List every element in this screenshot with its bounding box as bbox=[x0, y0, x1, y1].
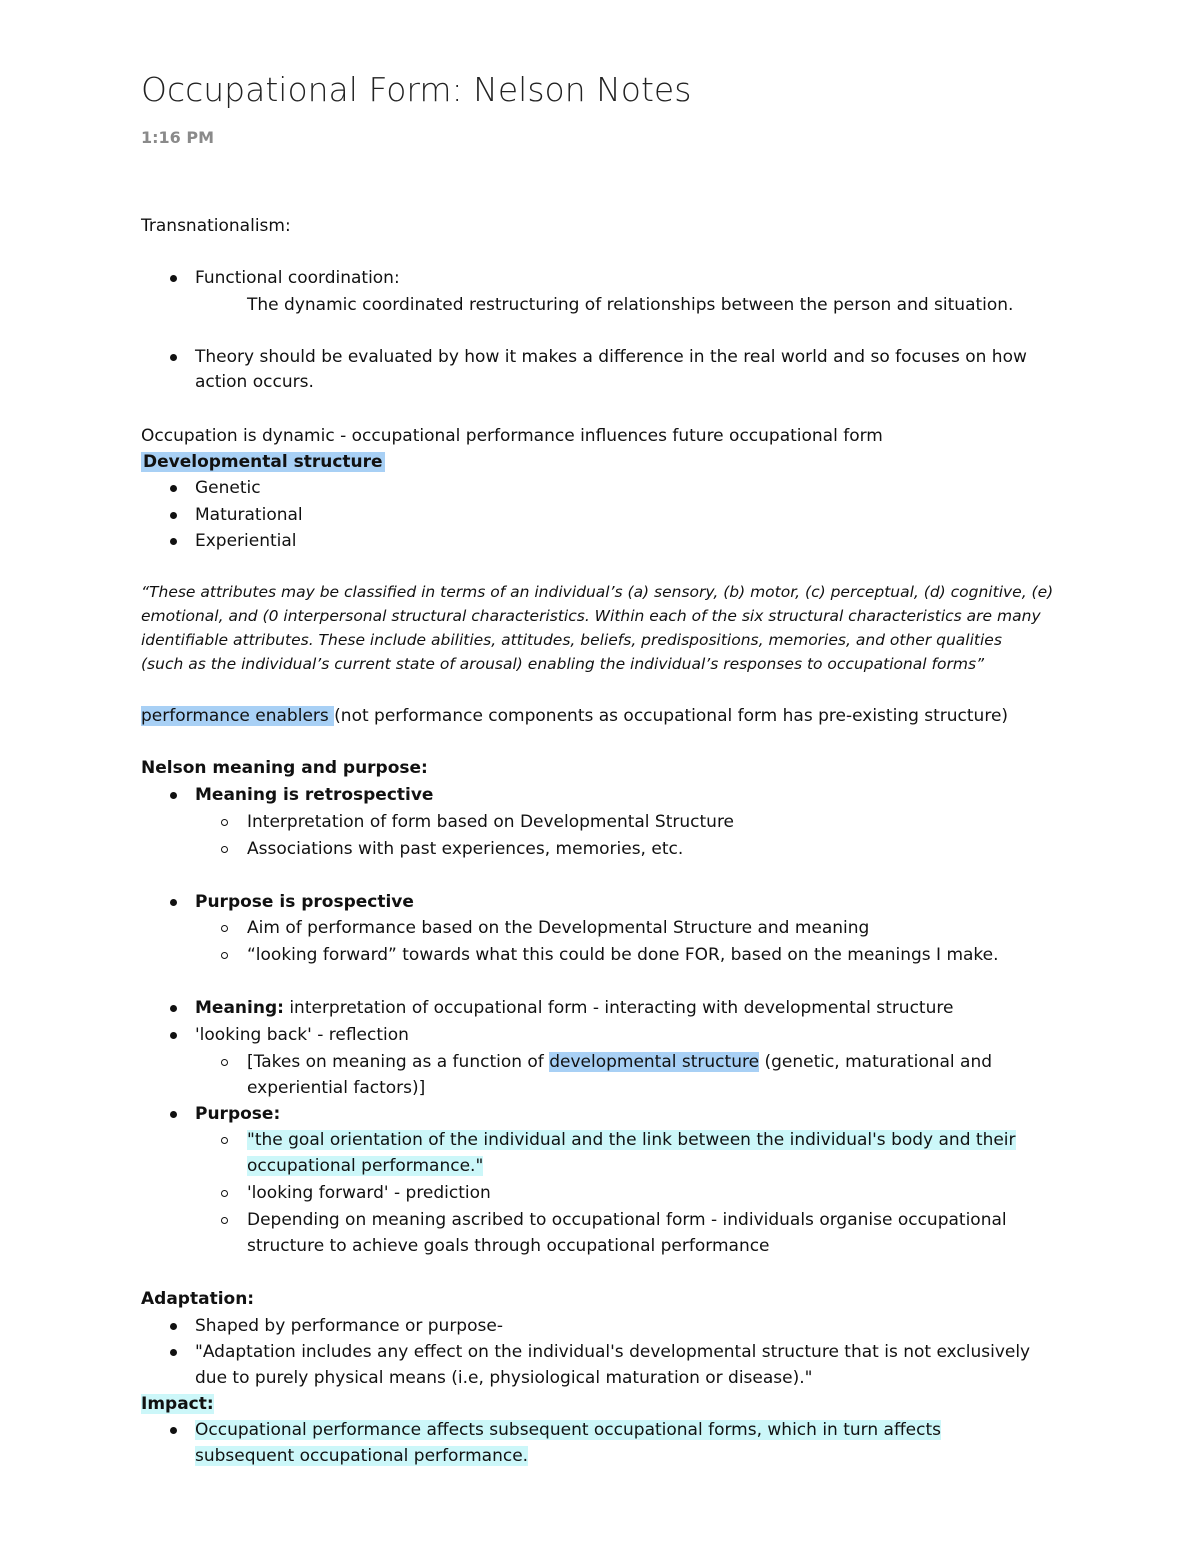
sub-list-text: (genetic, maturational and bbox=[759, 1052, 993, 1072]
quote-line: “These attributes may be classified in terms of an individual’s (a) sensory, (b) motor, (c) perceptual, (d) cognitive, (e) bbox=[141, 583, 1054, 601]
circle-bullet-icon bbox=[221, 952, 228, 959]
highlighted-term: performance enablers bbox=[141, 706, 335, 726]
bullet-icon bbox=[170, 1005, 177, 1012]
list-item: Maturational bbox=[195, 505, 303, 525]
highlighted-term: developmental structure bbox=[549, 1052, 760, 1072]
list-item-continuation: action occurs. bbox=[195, 372, 314, 392]
bullet-icon bbox=[170, 1427, 177, 1434]
section-heading bbox=[141, 1392, 214, 1416]
timestamp: 1:16 PM bbox=[141, 128, 215, 147]
definition-text: The dynamic coordinated restructuring of relationships between the person and situation. bbox=[247, 295, 1014, 315]
highlighted-quote: "the goal orientation of the individual and the link between the individual's body and their bbox=[247, 1130, 1016, 1150]
list-item bbox=[195, 996, 953, 1020]
list-item: Genetic bbox=[195, 478, 261, 498]
list-item: Theory should be evaluated by how it makes a difference in the real world and so focuses on how bbox=[195, 347, 1027, 367]
bullet-icon bbox=[170, 1323, 177, 1330]
bullet-icon bbox=[170, 275, 177, 282]
bullet-icon bbox=[170, 1032, 177, 1039]
sub-list-item: “looking forward” towards what this could be done FOR, based on the meanings I make. bbox=[247, 945, 999, 965]
list-item-continuation: due to purely physical means (i.e, physiological maturation or disease)." bbox=[195, 1368, 813, 1388]
quote-line: (such as the individual’s current state of arousal) enabling the individual’s responses to occupational forms” bbox=[141, 655, 985, 673]
list-item: 'looking back' - reflection bbox=[195, 1025, 409, 1045]
highlighted-text: subsequent occupational performance. bbox=[195, 1446, 529, 1466]
bullet-icon bbox=[170, 512, 177, 519]
circle-bullet-icon bbox=[221, 846, 228, 853]
paragraph-text: (not performance components as occupational form has pre-existing structure) bbox=[334, 706, 1009, 726]
list-item: Shaped by performance or purpose- bbox=[195, 1316, 503, 1336]
circle-bullet-icon bbox=[221, 1190, 228, 1197]
circle-bullet-icon bbox=[221, 925, 228, 932]
section-heading: Adaptation: bbox=[141, 1289, 255, 1309]
sub-list-item: 'looking forward' - prediction bbox=[247, 1183, 491, 1203]
list-item: Experiential bbox=[195, 531, 297, 551]
term-label: Meaning: bbox=[195, 998, 284, 1018]
sub-list-item: Interpretation of form based on Developmental Structure bbox=[247, 812, 735, 832]
circle-bullet-icon bbox=[221, 1137, 228, 1144]
paragraph: Occupation is dynamic - occupational performance influences future occupational form bbox=[141, 426, 883, 446]
sub-list-continuation: experiential factors)] bbox=[247, 1078, 426, 1098]
bullet-icon bbox=[170, 899, 177, 906]
circle-bullet-icon bbox=[221, 1217, 228, 1224]
bullet-icon bbox=[170, 354, 177, 361]
sub-list-continuation bbox=[247, 1154, 483, 1178]
quote-line: emotional, and (0 interpersonal structural characteristics. Within each of the six structural characteristics are many bbox=[141, 607, 1041, 625]
sub-list-item: Associations with past experiences, memories, etc. bbox=[247, 839, 684, 859]
section-heading: Nelson meaning and purpose: bbox=[141, 758, 428, 778]
bullet-icon bbox=[170, 1349, 177, 1356]
sub-list-text: [Takes on meaning as a function of bbox=[247, 1052, 550, 1072]
list-item-continuation bbox=[195, 1444, 528, 1468]
section-heading: Transnationalism: bbox=[141, 216, 291, 236]
bullet-icon bbox=[170, 1111, 177, 1118]
highlighted-heading: Developmental structure bbox=[143, 452, 383, 472]
quote-line: identifiable attributes. These include abilities, attitudes, beliefs, predispositions, memories, and other qualities bbox=[141, 631, 1002, 649]
highlighted-text: Occupational performance affects subsequent occupational forms, which in turn affects bbox=[195, 1420, 941, 1440]
circle-bullet-icon bbox=[221, 1059, 228, 1066]
sub-list-item bbox=[247, 1050, 992, 1074]
sub-list-item bbox=[247, 1128, 1016, 1152]
list-item: "Adaptation includes any effect on the individual's developmental structure that is not exclusively bbox=[195, 1342, 1031, 1362]
sub-list-item: Depending on meaning ascribed to occupational form - individuals organise occupational bbox=[247, 1210, 1007, 1230]
page-title: Occupational Form: Nelson Notes bbox=[141, 70, 692, 109]
sub-list-item: Aim of performance based on the Developmental Structure and meaning bbox=[247, 918, 870, 938]
list-item: Meaning is retrospective bbox=[195, 785, 434, 805]
highlighted-quote: occupational performance." bbox=[247, 1156, 484, 1176]
bullet-icon bbox=[170, 792, 177, 799]
term-definition: interpretation of occupational form - interacting with developmental structure bbox=[283, 998, 954, 1018]
list-item bbox=[195, 1418, 941, 1442]
highlighted-heading: Impact: bbox=[141, 1394, 214, 1414]
bullet-icon bbox=[170, 485, 177, 492]
list-item: Functional coordination: bbox=[195, 268, 400, 288]
list-item: Purpose is prospective bbox=[195, 892, 414, 912]
circle-bullet-icon bbox=[221, 819, 228, 826]
paragraph bbox=[141, 704, 1008, 728]
list-item: Purpose: bbox=[195, 1104, 281, 1124]
section-heading bbox=[141, 450, 385, 474]
sub-list-continuation: structure to achieve goals through occupational performance bbox=[247, 1236, 770, 1256]
bullet-icon bbox=[170, 538, 177, 545]
